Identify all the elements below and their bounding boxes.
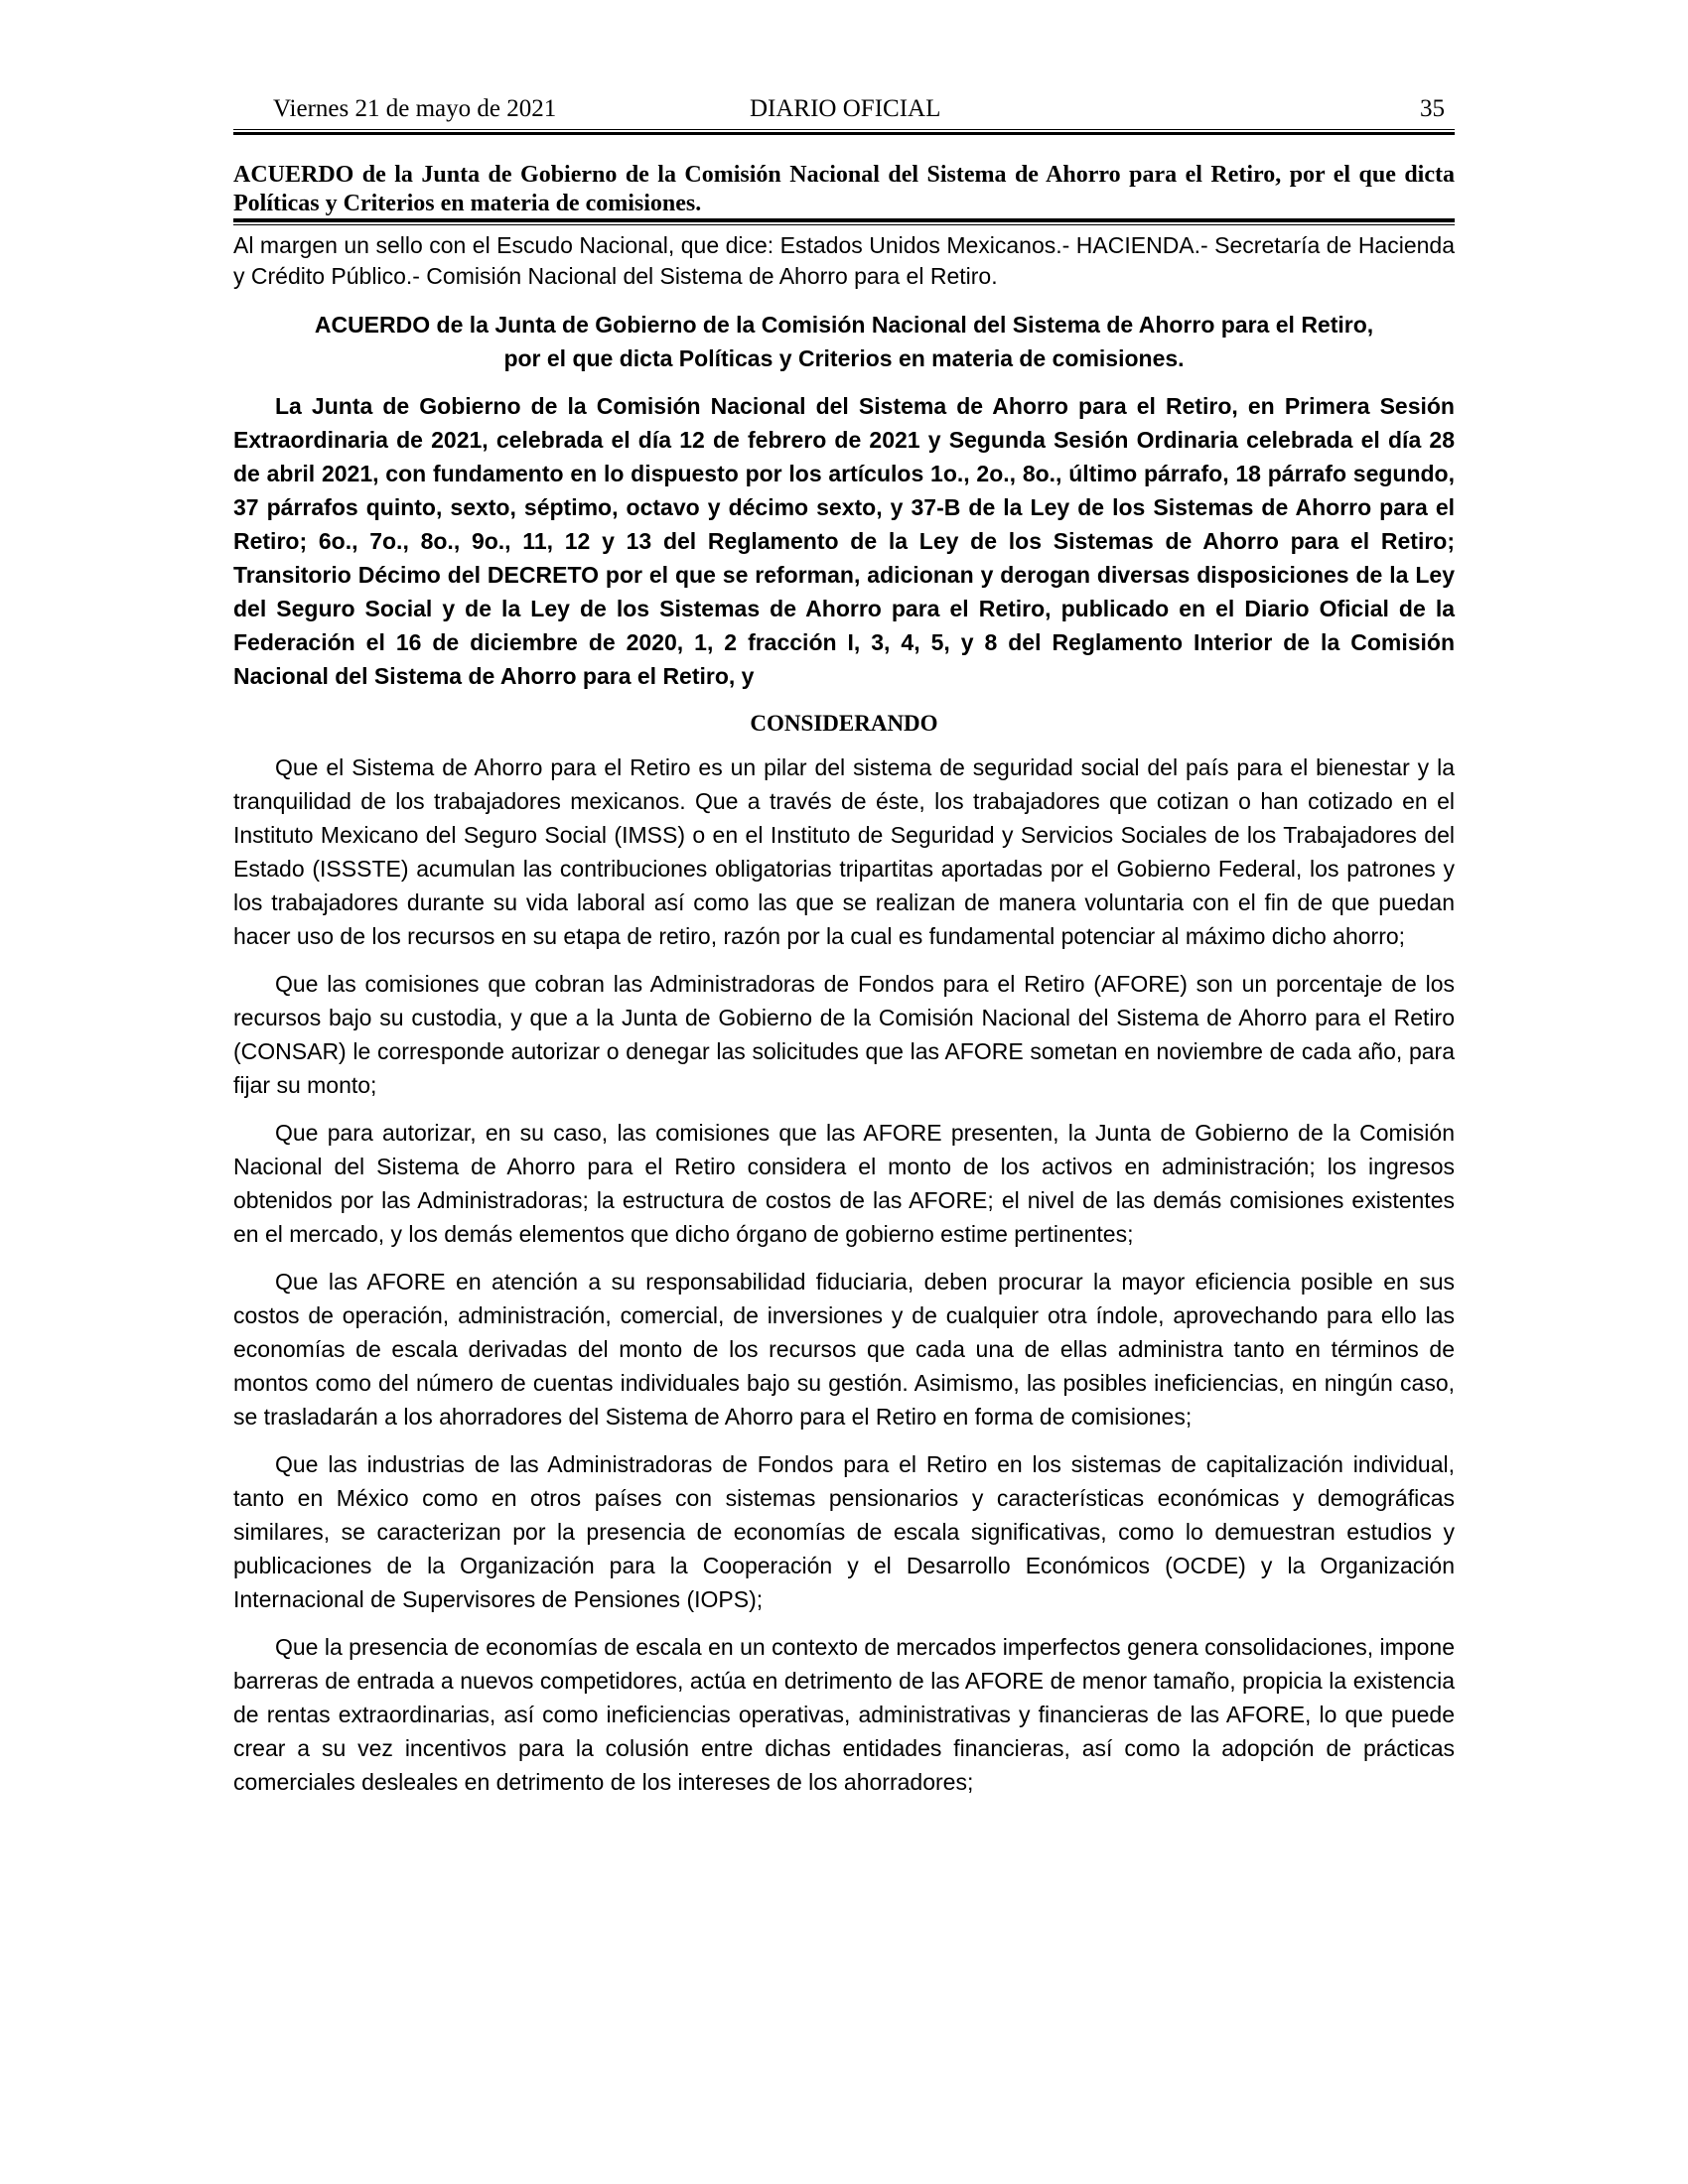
consideration-paragraph: Que la presencia de economías de escala en un contexto de mercados imperfectos genera consolidaciones, impone barreras de entrada a nuevos competidores, actúa en detrimento de las AFORE de menor tamaño, propicia la existencia de rentas extraordinarias, así como ineficiencias operativas, administrativas y financieras de las AFORE, lo que puede crear a su vez incentivos para la colusión entre dichas entidades financieras, así como la adopción de prácticas comerciales desleales en detrimento de los intereses de los ahorradores; bbox=[233, 1634, 1455, 1795]
consideration-paragraph: Que las AFORE en atención a su responsabilidad fiduciaria, deben procurar la mayor eficiencia posible en sus costos de operación, administración, comercial, de inversiones y de cualquier otra índole, aprovechando para ello las economías de escala derivadas del monto de los recursos que cada una de ellas administra tanto en términos de montos como del número de cuentas individuales bajo su gestión. Asimismo, las posibles ineficiencias, en ningún caso, se trasladarán a los ahorradores del Sistema de Ahorro para el Retiro en forma de comisiones; bbox=[233, 1269, 1455, 1430]
document-body bbox=[233, 230, 1455, 1799]
decree-title bbox=[233, 308, 1455, 375]
consideration-paragraph: Que las comisiones que cobran las Administradoras de Fondos para el Retiro (AFORE) son un porcentaje de los recursos bajo su custodia, y que a la Junta de Gobierno de la Comisión Nacional del Sistema de Ahorro para el Retiro (CONSAR) le corresponde autorizar o denegar las solicitudes que las AFORE sometan en noviembre de cada año, para fijar su monto; bbox=[233, 971, 1455, 1098]
preamble-paragraph: La Junta de Gobierno de la Comisión Nacional del Sistema de Ahorro para el Retiro, en Primera Sesión Extraordinaria de 2021, celebrada el día 12 de febrero de 2021 y Segunda Sesión Ordinaria celebrada el día 28 de abril 2021, con fundamento en lo dispuesto por los artículos 1o., 2o., 8o., último párrafo, 18 párrafo segundo, 37 párrafos quinto, sexto, séptimo, octavo y décimo sexto, y 37-B de la Ley de los Sistemas de Ahorro para el Retiro; 6o., 7o., 8o., 9o., 11, 12 y 13 del Reglamento de la Ley de los Sistemas de Ahorro para el Retiro; Transitorio Décimo del DECRETO por el que se reforman, adicionan y derogan diversas disposiciones de la Ley del Seguro Social y de la Ley de los Sistemas de Ahorro para el Retiro, publicado en el Diario Oficial de la Federación el 16 de diciembre de 2020, 1, 2 fracción I, 3, 4, 5, y 8 del Reglamento Interior de la Comisión Nacional del Sistema de Ahorro para el Retiro, y bbox=[233, 393, 1455, 689]
seal-note: Al margen un sello con el Escudo Nacional, que dice: Estados Unidos Mexicanos.- HACIENDA.- Secretaría de Hacienda y Crédito Público.- Comisión Nacional del Sistema de Ahorro para el Retiro. bbox=[233, 232, 1455, 289]
journal-name: DIARIO OFICIAL bbox=[750, 95, 941, 122]
decree-title-line-1: ACUERDO de la Junta de Gobierno de la Comisión Nacional del Sistema de Ahorro para el Retiro, bbox=[314, 312, 1374, 338]
publication-date: Viernes 21 de mayo de 2021 bbox=[273, 95, 557, 122]
title-divider bbox=[233, 218, 1455, 225]
decree-title-line-2: por el que dicta Políticas y Criterios en materia de comisiones. bbox=[503, 345, 1185, 371]
consideration-paragraph: Que las industrias de las Administradoras de Fondos para el Retiro en los sistemas de capitalización individual, tanto en México como en otros países con sistemas pensionarios y características económicas y demográficas similares, se caracterizan por la presencia de economías de escala significativas, como lo demuestran estudios y publicaciones de la Organización para la Cooperación y el Desarrollo Económicos (OCDE) y la Organización Internacional de Supervisores de Pensiones (IOPS); bbox=[233, 1451, 1455, 1612]
consideration-paragraph: Que el Sistema de Ahorro para el Retiro es un pilar del sistema de seguridad social del país para el bienestar y la tranquilidad de los trabajadores mexicanos. Que a través de éste, los trabajadores que cotizan o han cotizado en el Instituto Mexicano del Seguro Social (IMSS) o en el Instituto de Seguridad y Servicios Sociales de los Trabajadores del Estado (ISSSTE) acumulan las contribuciones obligatorias tripartitas aportadas por el Gobierno Federal, los patrones y los trabajadores durante su vida laboral así como las que se realizan de manera voluntaria con el fin de que puedan hacer uso de los recursos en su etapa de retiro, razón por la cual es fundamental potenciar al máximo dicho ahorro; bbox=[233, 754, 1455, 949]
section-heading: CONSIDERANDO bbox=[750, 711, 938, 736]
page-number: 35 bbox=[1420, 95, 1445, 122]
header-divider bbox=[233, 129, 1455, 135]
running-header bbox=[233, 95, 1455, 131]
consideration-paragraph: Que para autorizar, en su caso, las comisiones que las AFORE presenten, la Junta de Gobierno de la Comisión Nacional del Sistema de Ahorro para el Retiro considera el monto de los activos en administración; los ingresos obtenidos por las Administradoras; la estructura de costos de las AFORE; el nivel de las demás comisiones existentes en el mercado, y los demás elementos que dicho órgano de gobierno estime pertinentes; bbox=[233, 1120, 1455, 1247]
document-title: ACUERDO de la Junta de Gobierno de la Comisión Nacional del Sistema de Ahorro para el Retiro, por el que dicta Políticas y Criterios en materia de comisiones. bbox=[233, 162, 1455, 216]
